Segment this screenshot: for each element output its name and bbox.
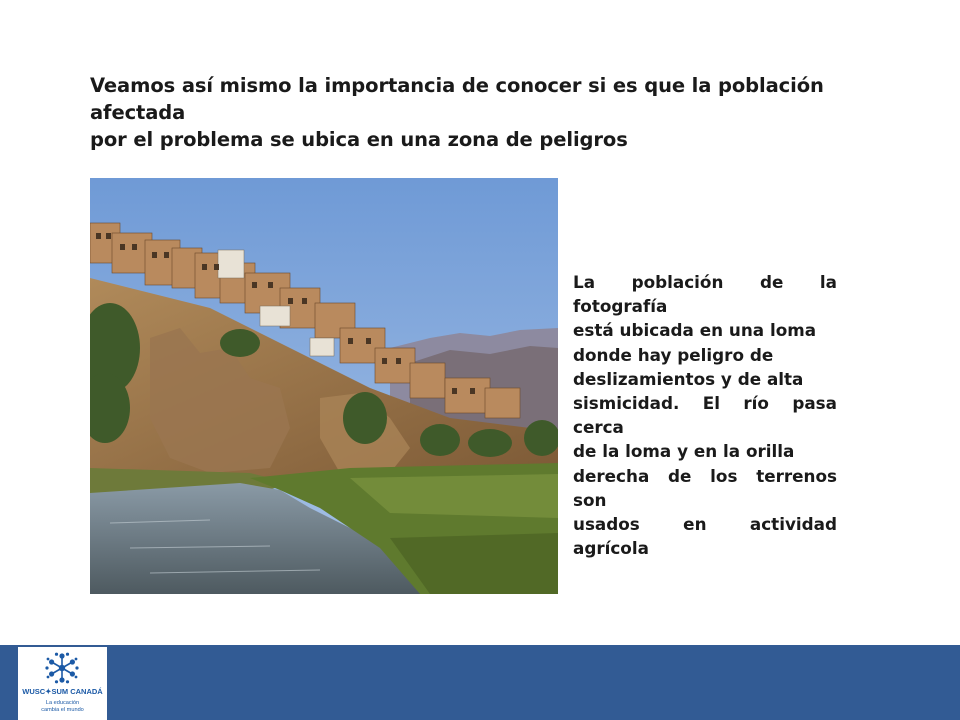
logo-tagline-line-1: La educación	[45, 700, 80, 706]
caption-line: sismicidad. El río pasa cerca	[573, 393, 837, 438]
caption-line: deslizamientos y de alta	[573, 368, 804, 389]
caption-line: está ubicada en una loma	[573, 320, 817, 341]
logo-name: WUSC✦SUM CANADÁ	[22, 687, 103, 696]
slide-heading	[90, 72, 870, 153]
caption-line: de la loma y en la orilla	[573, 441, 795, 462]
caption-line: usados en actividad agrícola	[573, 514, 837, 559]
wusc-logo	[18, 647, 107, 720]
caption-line: donde hay peligro de	[573, 344, 774, 365]
caption-line: La población de la fotografía	[573, 272, 837, 317]
slide-heading-line-1: Veamos así mismo la importancia de conocer si es que la población afectada	[90, 74, 824, 124]
hillside-town-photo	[90, 178, 558, 594]
photo-caption	[573, 270, 837, 560]
logo-tagline-line-2: cambia el mundo	[41, 707, 84, 713]
logo-tagline	[18, 700, 107, 714]
snowflake-logo-icon	[45, 651, 79, 685]
caption-line: derecha de los terrenos son	[573, 465, 837, 510]
footer-bar	[0, 645, 960, 720]
slide-heading-line-2: por el problema se ubica en una zona de peligros	[90, 128, 628, 151]
